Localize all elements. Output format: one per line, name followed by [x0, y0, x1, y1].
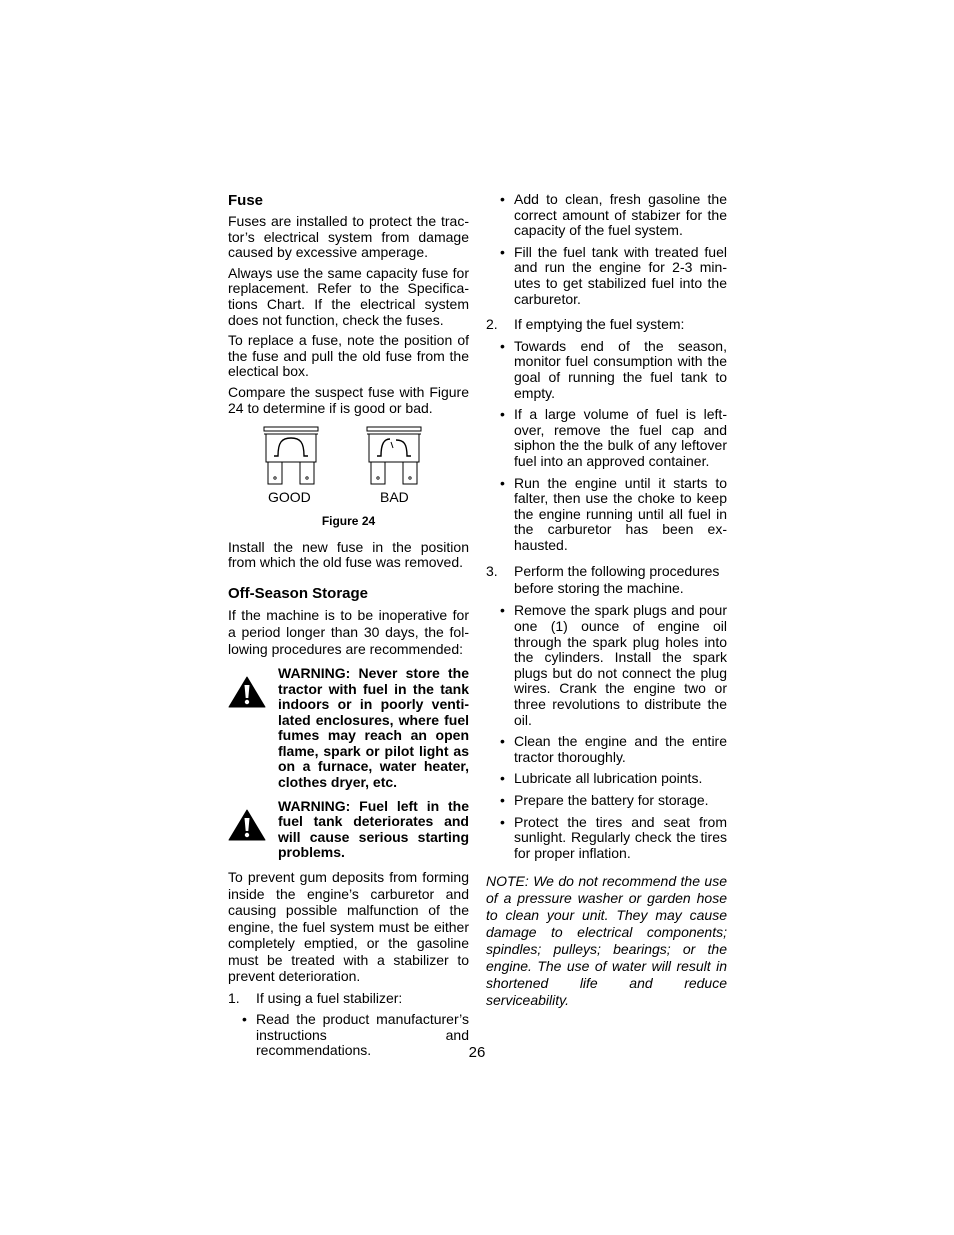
step-2-bullets [486, 339, 727, 554]
step-1-number: 1. [228, 989, 240, 1006]
warning-triangle-icon [228, 666, 278, 791]
step-3 [486, 563, 727, 597]
step-1-bullets-continued [486, 192, 727, 307]
list-item: • Remove the spark plugs and pour one (1) ounce of engine oil through the spark plug holes into the cylinders. Install the spark plugs but do not connect the plug wires. Crank the engine two or three revolutions to distribute the oil. [486, 603, 727, 728]
list-item: • Fill the fuel tank with treated fuel and run the engine for 2-3 min-utes to get stabilized fuel into the carburetor. [486, 245, 727, 307]
fuse-figure [228, 426, 469, 514]
warning-block-2 [228, 799, 469, 861]
step-2 [486, 317, 727, 333]
warning-triangle-icon [228, 799, 278, 861]
fuse-heading: Fuse [228, 192, 264, 209]
bad-label: BAD [380, 489, 409, 506]
good-label: GOOD [268, 489, 311, 506]
bad-fuse-illustration [365, 426, 423, 486]
storage-paragraph-2: To prevent gum deposits from forming inside the engine’s carburetor and causing possible malfunction of the engine, the fuel system must be either completely emptied, or the gasoline must be treated with a stabilizer to prevent deterioration. [228, 869, 469, 985]
step-2-text: If emptying the fuel system: [514, 316, 685, 333]
step-2-number: 2. [486, 316, 498, 333]
list-item: • Run the engine until it starts to falter, then use the choke to keep the engine running until all fuel in the carburetor has been ex-hausted. [486, 476, 727, 554]
fuse-paragraph-3: To replace a fuse, note the position of the fuse and pull the old fuse from the electical box. [228, 332, 469, 380]
warning-block-1 [228, 666, 469, 791]
fuse-paragraph-4: Compare the suspect fuse with Figure 24 to determine if is good or bad. [228, 383, 469, 416]
step-3-number: 3. [486, 563, 498, 580]
left-column [228, 192, 469, 1065]
figure-caption: Figure 24 [321, 514, 376, 529]
warning-text-1: WARNING: Never store the tractor with fuel in the tank indoors or in poorly venti-lated enclosures, where fuel fumes may reach an open flame, spark or pilot light as on a furnace, water heater, clothes dryer, etc. [278, 664, 469, 791]
list-item: • Towards end of the season, monitor fuel consumption with the goal of running the fuel tank to empty. [486, 339, 727, 401]
storage-heading: Off-Season Storage [228, 584, 369, 602]
fuse-paragraph-1: Fuses are installed to protect the trac-tor’s electrical system from damage caused by excessive amperage. [228, 213, 469, 261]
good-fuse-illustration [262, 426, 320, 486]
list-item: • Add to clean, fresh gasoline the correct amount of stabizer for the capacity of the fuel system. [486, 192, 727, 239]
fuse-paragraph-5: Install the new fuse in the position from which the old fuse was removed. [228, 538, 469, 571]
step-1 [228, 991, 469, 1007]
step-1-text: If using a fuel stabilizer: [256, 989, 403, 1006]
warning-text-2: WARNING: Fuel left in the fuel tank deteriorates and will cause serious starting problems. [278, 797, 469, 861]
list-item: • Clean the engine and the entire tractor thoroughly. [486, 734, 727, 765]
fuse-paragraph-2: Always use the same capacity fuse for replacement. Refer to the Specifica-tions Chart. If the electrical system does not function, check the fuses. [228, 264, 469, 328]
step-3-text: Perform the following procedures before storing the machine. [514, 563, 720, 597]
step-3-bullets [486, 603, 727, 861]
storage-paragraph-1: If the machine is to be inoperative for a period longer than 30 days, the fol-lowing procedures are recommended: [228, 606, 469, 657]
list-item: • Read the product manufacturer’s instructions and recommendations. [228, 1012, 469, 1059]
right-column [486, 192, 727, 1009]
list-item: • Protect the tires and seat from sunlight. Regularly check the tires for proper inflation. [486, 815, 727, 862]
list-item: • Lubricate all lubrication points. [486, 771, 727, 787]
page-number: 26 [468, 1044, 486, 1061]
note-text: NOTE: We do not recommend the use of a pressure washer or garden hose to clean your unit. They may cause damage to electrical components; spindles; pulleys; bearings; or the engine. The use of water will result in shortened life and reduce serviceability. [486, 873, 727, 1009]
list-item: • If a large volume of fuel is left-over, remove the fuel cap and siphon the the bulk of any leftover fuel into an approved container. [486, 407, 727, 469]
list-item: • Prepare the battery for storage. [486, 793, 727, 809]
